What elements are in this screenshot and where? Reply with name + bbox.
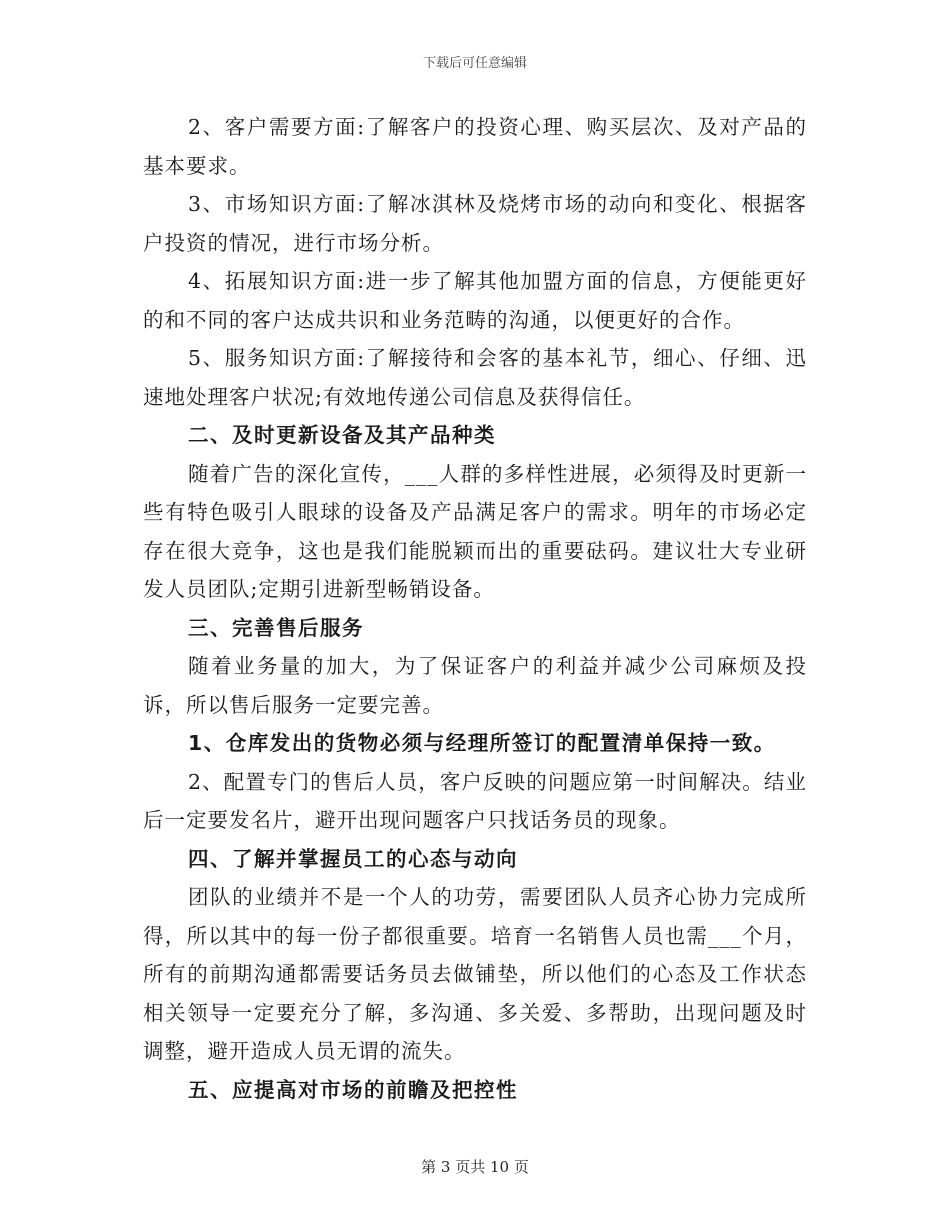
paragraph-service-knowledge: 5、服务知识方面:了解接待和会客的基本礼节，细心、仔细、迅速地处理客户状况;有效地传递公司信息及获得信任。 <box>143 346 807 409</box>
paragraph-equipment-update: 随着广告的深化宣传，___人群的多样性进展，必须得及时更新一些有特色吸引人眼球的设备及产品满足客户的需求。明年的市场必定存在很大竞争，这也是我们能脱颖而出的重要砝码。建议壮大专业研发人员团队;定期引进新型畅销设备。 <box>143 461 807 601</box>
paragraph-team-mindset: 团队的业绩并不是一个人的功劳，需要团队人员齐心协力完成所得，所以其中的每一份子都很重要。培育一名销售人员也需___个月，所有的前期沟通都需要话务员去做铺垫，所以他们的心态及工作状态相关领导一定要充分了解，多沟通、多关爱、多帮助，出现问题及时调整，避开造成人员无谓的流失。 <box>143 885 807 1063</box>
section-heading-5: 五、应提高对市场的前瞻及把控性 <box>188 1077 518 1102</box>
paragraph-customer-needs: 2、客户需要方面:了解客户的投资心理、购买层次、及对产品的基本要求。 <box>143 115 807 178</box>
page-footer: 第 3 页共 10 页 <box>421 1158 529 1176</box>
section-heading-4: 四、了解并掌握员工的心态与动向 <box>188 846 518 871</box>
paragraph-expansion-knowledge: 4、拓展知识方面:进一步了解其他加盟方面的信息，方便能更好的和不同的客户达成共识和业务范畴的沟通，以便更好的合作。 <box>143 269 807 332</box>
paragraph-after-sales-staff: 2、配置专门的售后人员，客户反映的问题应第一时间解决。结业后一定要发名片，避开出现问题客户只找话务员的现象。 <box>143 769 807 832</box>
page-header: 下载后可任意编辑 <box>422 56 527 71</box>
section-heading-2: 二、及时更新设备及其产品种类 <box>188 423 496 447</box>
paragraph-after-sales: 随着业务量的加大，为了保证客户的利益并减少公司麻烦及投诉，所以售后服务一定要完善。 <box>143 654 807 717</box>
paragraph-warehouse-rule: 1、仓库发出的货物必须与经理所签订的配置清单保持一致。 <box>188 731 776 755</box>
section-heading-3: 三、完善售后服务 <box>188 615 364 640</box>
paragraph-market-knowledge: 3、市场知识方面:了解冰淇林及烧烤市场的动向和变化、根据客户投资的情况，进行市场分析。 <box>143 192 807 255</box>
document-body <box>143 108 807 1109</box>
